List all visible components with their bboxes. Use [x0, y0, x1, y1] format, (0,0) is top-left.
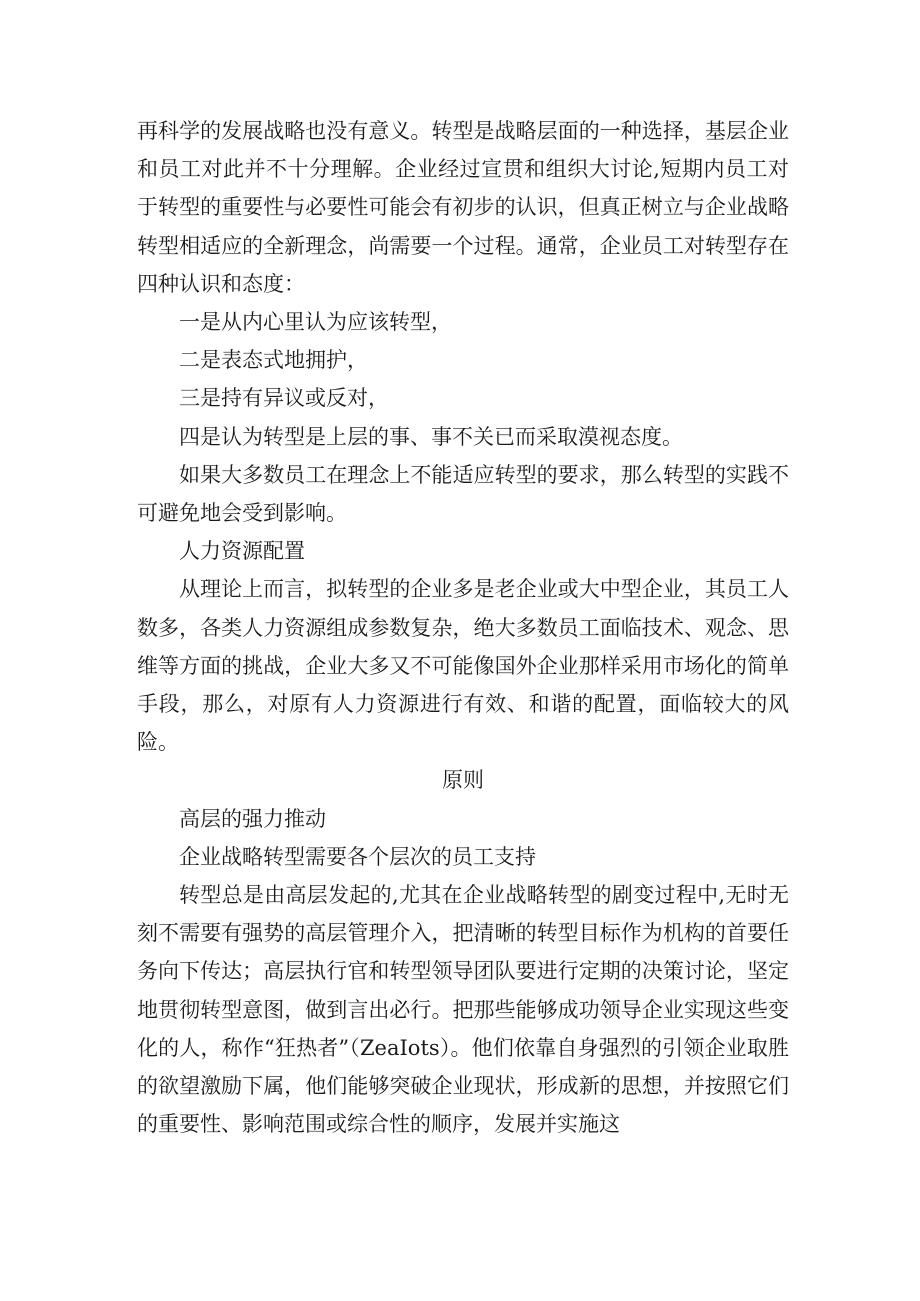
list-item-attitude-3: 三是持有异议或反对，	[179, 386, 389, 411]
section-heading-principles: 原则	[442, 768, 484, 793]
subheading-employee-support: 企业战略转型需要各个层次的员工支持	[179, 844, 536, 869]
document-body	[137, 112, 789, 1143]
list-item-attitude-4: 四是认为转型是上层的事、事不关已而采取漠视态度。	[179, 424, 683, 449]
paragraph-top-driven-transformation: 转型总是由高层发起的,尤其在企业战略转型的剧变过程中,无时无刻不需要有强势的高层管理介入，把清晰的转型目标作为机构的首要任务向下传达；高层执行官和转型领导团队要进行定期的决策讨论，坚定地贯彻转型意图，做到言出必行。把那些能够成功领导企业实现这些变化的人，称作“狂热者”（ZeaIots）。他们依靠自身强烈的引领企业取胜的欲望激励下属，他们能够突破企业现状，形成新的思想，并按照它们的重要性、影响范围或综合性的顺序，发展并实施这	[137, 883, 789, 1137]
list-item-attitude-1: 一是从内心里认为应该转型，	[179, 310, 452, 335]
subheading-top-management: 高层的强力推动	[179, 806, 326, 831]
paragraph-practice-impact: 如果大多数员工在理念上不能适应转型的要求，那么转型的实践不可避免地会受到影响。	[137, 462, 789, 526]
paragraph-hr-allocation: 从理论上而言，拟转型的企业多是老企业或大中型企业，其员工人数多，各类人力资源组成参数复杂，绝大多数员工面临技术、观念、思维等方面的挑战，企业大多又不可能像国外企业那样采用市场化的简单手段，那么，对原有人力资源进行有效、和谐的配置，面临较大的风险。	[137, 577, 789, 755]
paragraph-strategy-intro: 再科学的发展战略也没有意义。转型是战略层面的一种选择，基层企业和员工对此并不十分理解。企业经过宣贯和组织大讨论,短期内员工对于转型的重要性与必要性可能会有初步的认识，但真正树立与企业战略转型相适应的全新理念，尚需要一个过程。通常，企业员工对转型存在四种认识和态度：	[137, 119, 789, 296]
list-item-attitude-2: 二是表态式地拥护，	[179, 348, 368, 373]
section-heading-hr-allocation: 人力资源配置	[179, 539, 305, 564]
